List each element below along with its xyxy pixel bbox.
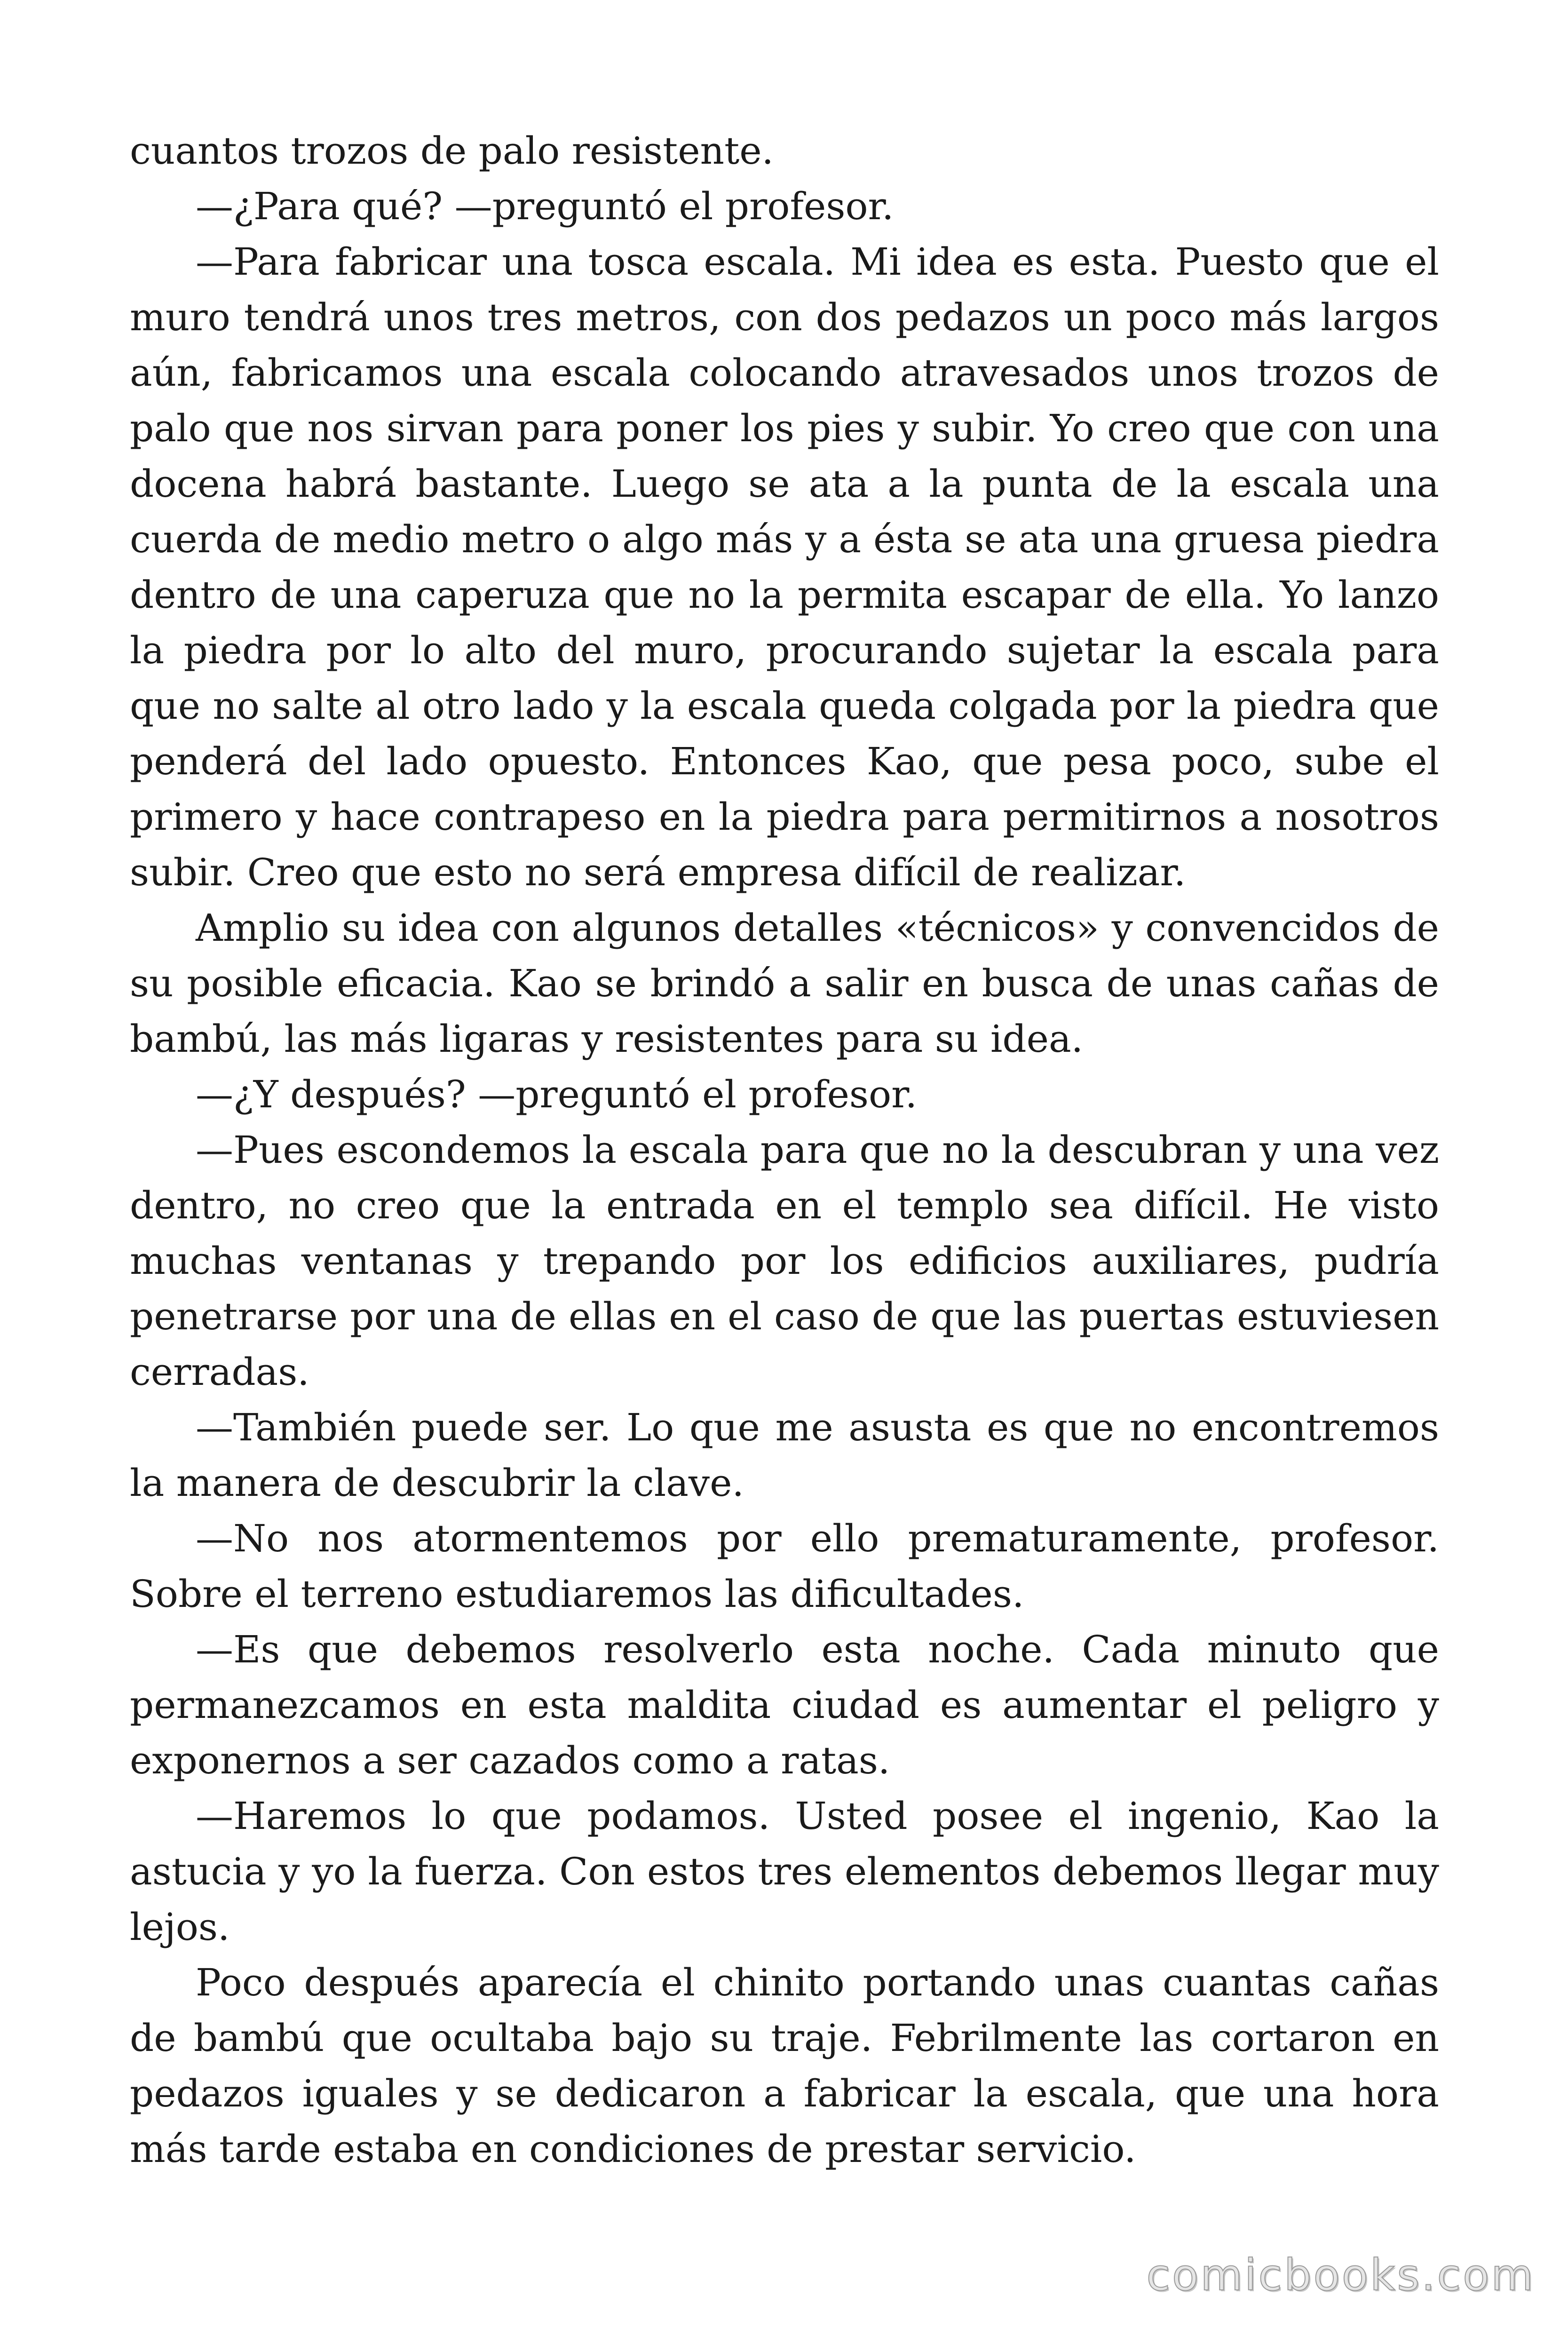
site-watermark: comicbooks.com: [1146, 2250, 1535, 2300]
book-page-text: [130, 123, 1439, 2177]
paragraph-dialogue: —También puede ser. Lo que me asusta es que no encontremos la manera de descubrir la clave.: [130, 1406, 1439, 1505]
paragraph-dialogue: —Para fabricar una tosca escala. Mi idea es esta. Puesto que el muro tendrá unos tres metros, con dos pedazos un poco más largos aún, fabricamos una escala colocando atravesados unos trozos de palo que nos sirvan para poner los pies y subir. Yo creo que con una docena habrá bastante. Luego se ata a la punta de la escala una cuerda de medio metro o algo más y a ésta se ata una gruesa piedra dentro de una caperuza que no la permita escapar de ella. Yo lanzo la piedra por lo alto del muro, procurando sujetar la escala para que no salte al otro lado y la escala queda colgada por la piedra que penderá del lado opuesto. Entonces Kao, que pesa poco, sube el primero y hace contrapeso en la piedra para permitirnos a nosotros subir. Creo que esto no será empresa difícil de realizar.: [130, 240, 1439, 894]
paragraph-dialogue: —¿Para qué? —preguntó el profesor.: [196, 184, 894, 228]
paragraph-dialogue: —¿Y después? —preguntó el profesor.: [196, 1073, 918, 1116]
paragraph-narration: Amplio su idea con algunos detalles «técnicos» y convencidos de su posible eficacia. Kao se brindó a salir en busca de unas cañas de bambú, las más ligaras y resistentes para su idea.: [130, 906, 1439, 1061]
paragraph-continuation: cuantos trozos de palo resistente.: [130, 129, 774, 173]
paragraph-dialogue: —Es que debemos resolverlo esta noche. Cada minuto que permanezcamos en esta maldita ciudad es aumentar el peligro y exponernos a ser cazados como a ratas.: [130, 1628, 1439, 1782]
paragraph-dialogue: —Haremos lo que podamos. Usted posee el ingenio, Kao la astucia y yo la fuerza. Con estos tres elementos debemos llegar muy lejos.: [130, 1794, 1439, 1949]
paragraph-dialogue: —No nos atormentemos por ello prematuramente, profesor. Sobre el terreno estudiaremos las dificultades.: [130, 1517, 1439, 1616]
paragraph-narration: Poco después aparecía el chinito portando unas cuantas cañas de bambú que ocultaba bajo su traje. Febrilmente las cortaron en pedazos iguales y se dedicaron a fabricar la escala, que una hora más tarde estaba en condiciones de prestar servicio.: [130, 1961, 1439, 2171]
paragraph-dialogue: —Pues escondemos la escala para que no la descubran y una vez dentro, no creo que la entrada en el templo sea difícil. He visto muchas ventanas y trepando por los edificios auxiliares, pudría penetrarse por una de ellas en el caso de que las puertas estuviesen cerradas.: [130, 1128, 1439, 1394]
